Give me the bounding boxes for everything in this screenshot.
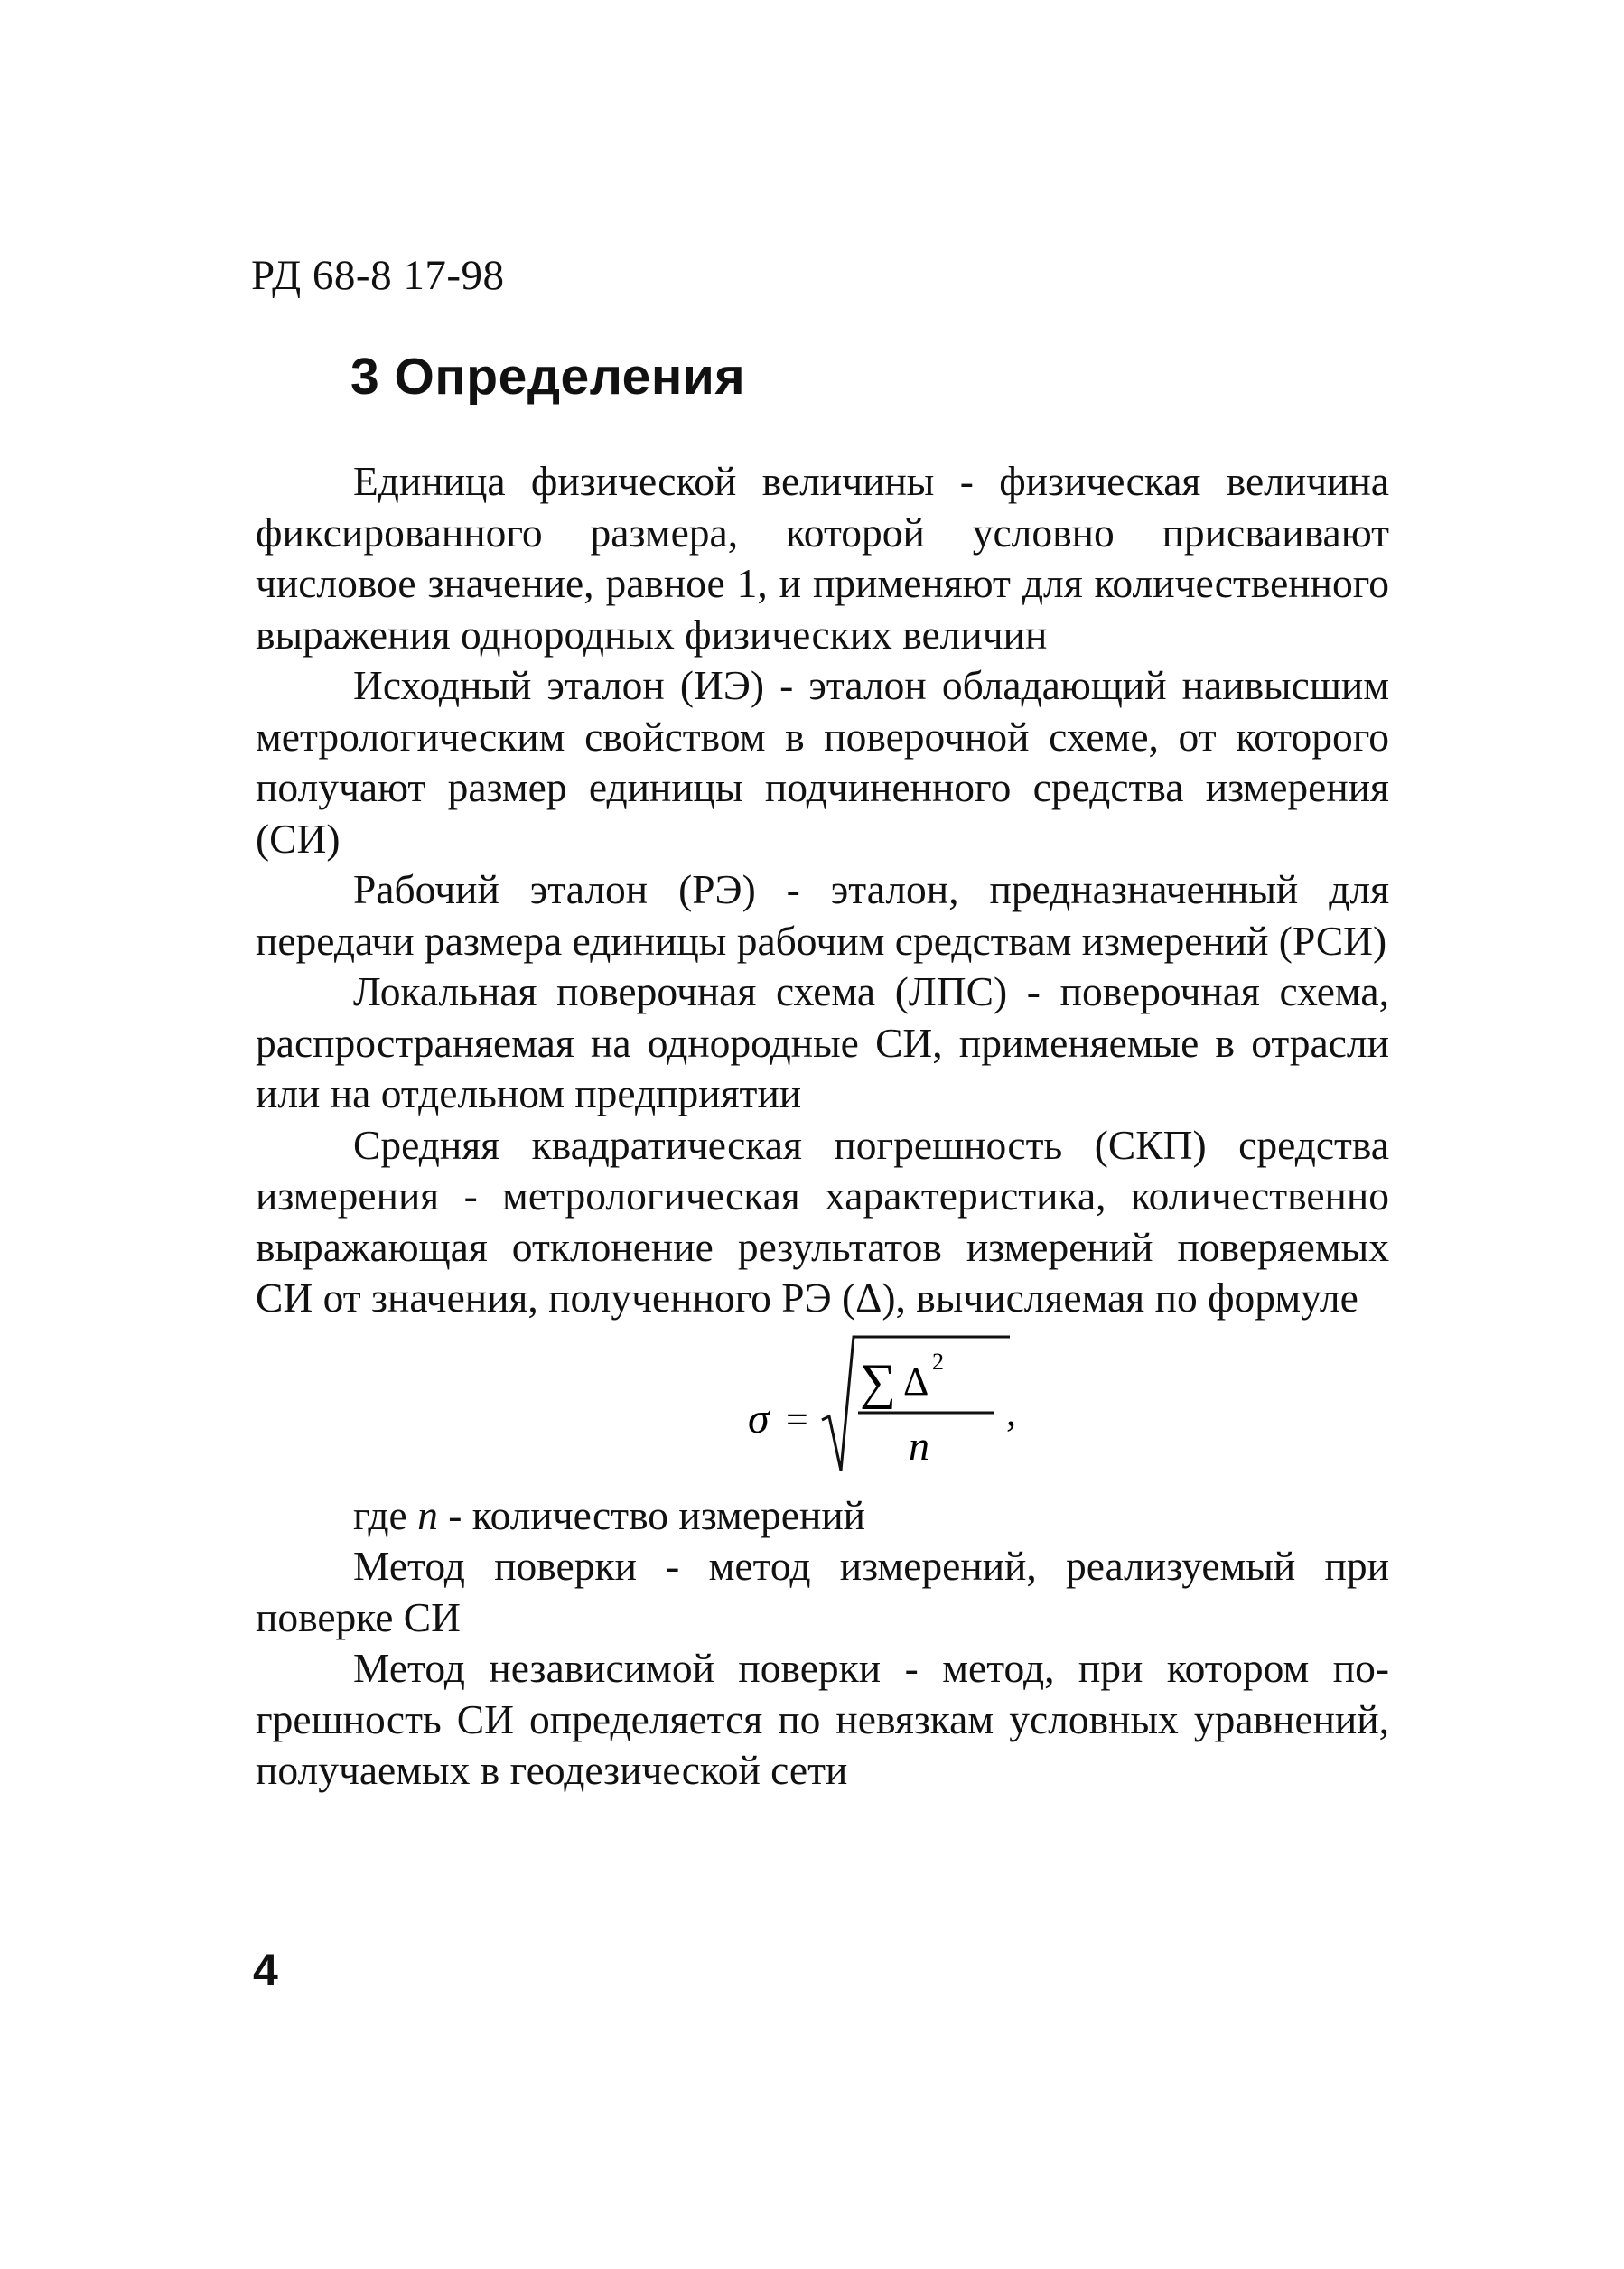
definitions-body <box>256 456 1389 1797</box>
formula-sum-symbol: ∑ <box>860 1353 896 1410</box>
where-prefix: где <box>353 1491 418 1538</box>
definition-primary-standard: Исходный эталон (ИЭ) - эталон обладающий наивысшим метрологическим свойством в поверочной схеме, от которого получают размер единицы подчиненного средства измерения (СИ) <box>256 662 1389 862</box>
formula-trailing-comma: , <box>1006 1389 1016 1434</box>
definition-independent-verification-method: Метод независимой поверки - метод, при котором погрешность СИ определяется по невязкам условных уравнений, получаемых в геодезической сети <box>256 1645 1389 1793</box>
definition-unit-of-quantity: Единица физической величины - физическая величина фиксированного размера, которой условно присваивают числовое значение, равное 1, и применяют для количественного выражения однородных физических величин <box>256 458 1389 658</box>
document-code: РД 68-8 17-98 <box>251 252 505 299</box>
section-title: 3 Определения <box>350 348 746 406</box>
definition-working-standard: Рабочий эталон (РЭ) - эталон, предназначенный для передачи размера единицы рабочим средствам измерений (РСИ) <box>256 866 1389 964</box>
definition-rms-error: Средняя квадратическая погрешность (СКП) средства измерения - метрологическая характеристика, количественно выражающая отклонение результатов измерений поверяемых СИ от значения, полученного РЭ (Δ), вычисляемая по формуле <box>256 1121 1389 1321</box>
definition-verification-method: Метод поверки - метод измерений, реализуемый при поверке СИ <box>256 1543 1389 1640</box>
page-number: 4 <box>253 1945 278 1995</box>
formula-delta: Δ <box>903 1359 929 1404</box>
formula-equals: = <box>786 1396 808 1442</box>
definition-local-verification-scheme: Локальная поверочная схема (ЛПС) - поверочная схема, распространяемая на однородные СИ, применяемые в отрасли или на отдельном предприятии <box>256 968 1389 1116</box>
formula-where-line <box>256 1490 1389 1542</box>
where-variable: n <box>417 1491 438 1538</box>
formula-denominator: n <box>909 1422 929 1469</box>
where-suffix: - количество измерений <box>437 1491 866 1538</box>
formula-exponent: 2 <box>932 1348 944 1375</box>
formula-sigma: σ <box>748 1394 770 1443</box>
rms-formula <box>256 1326 1389 1490</box>
rms-formula-graphic <box>748 1326 1109 1489</box>
